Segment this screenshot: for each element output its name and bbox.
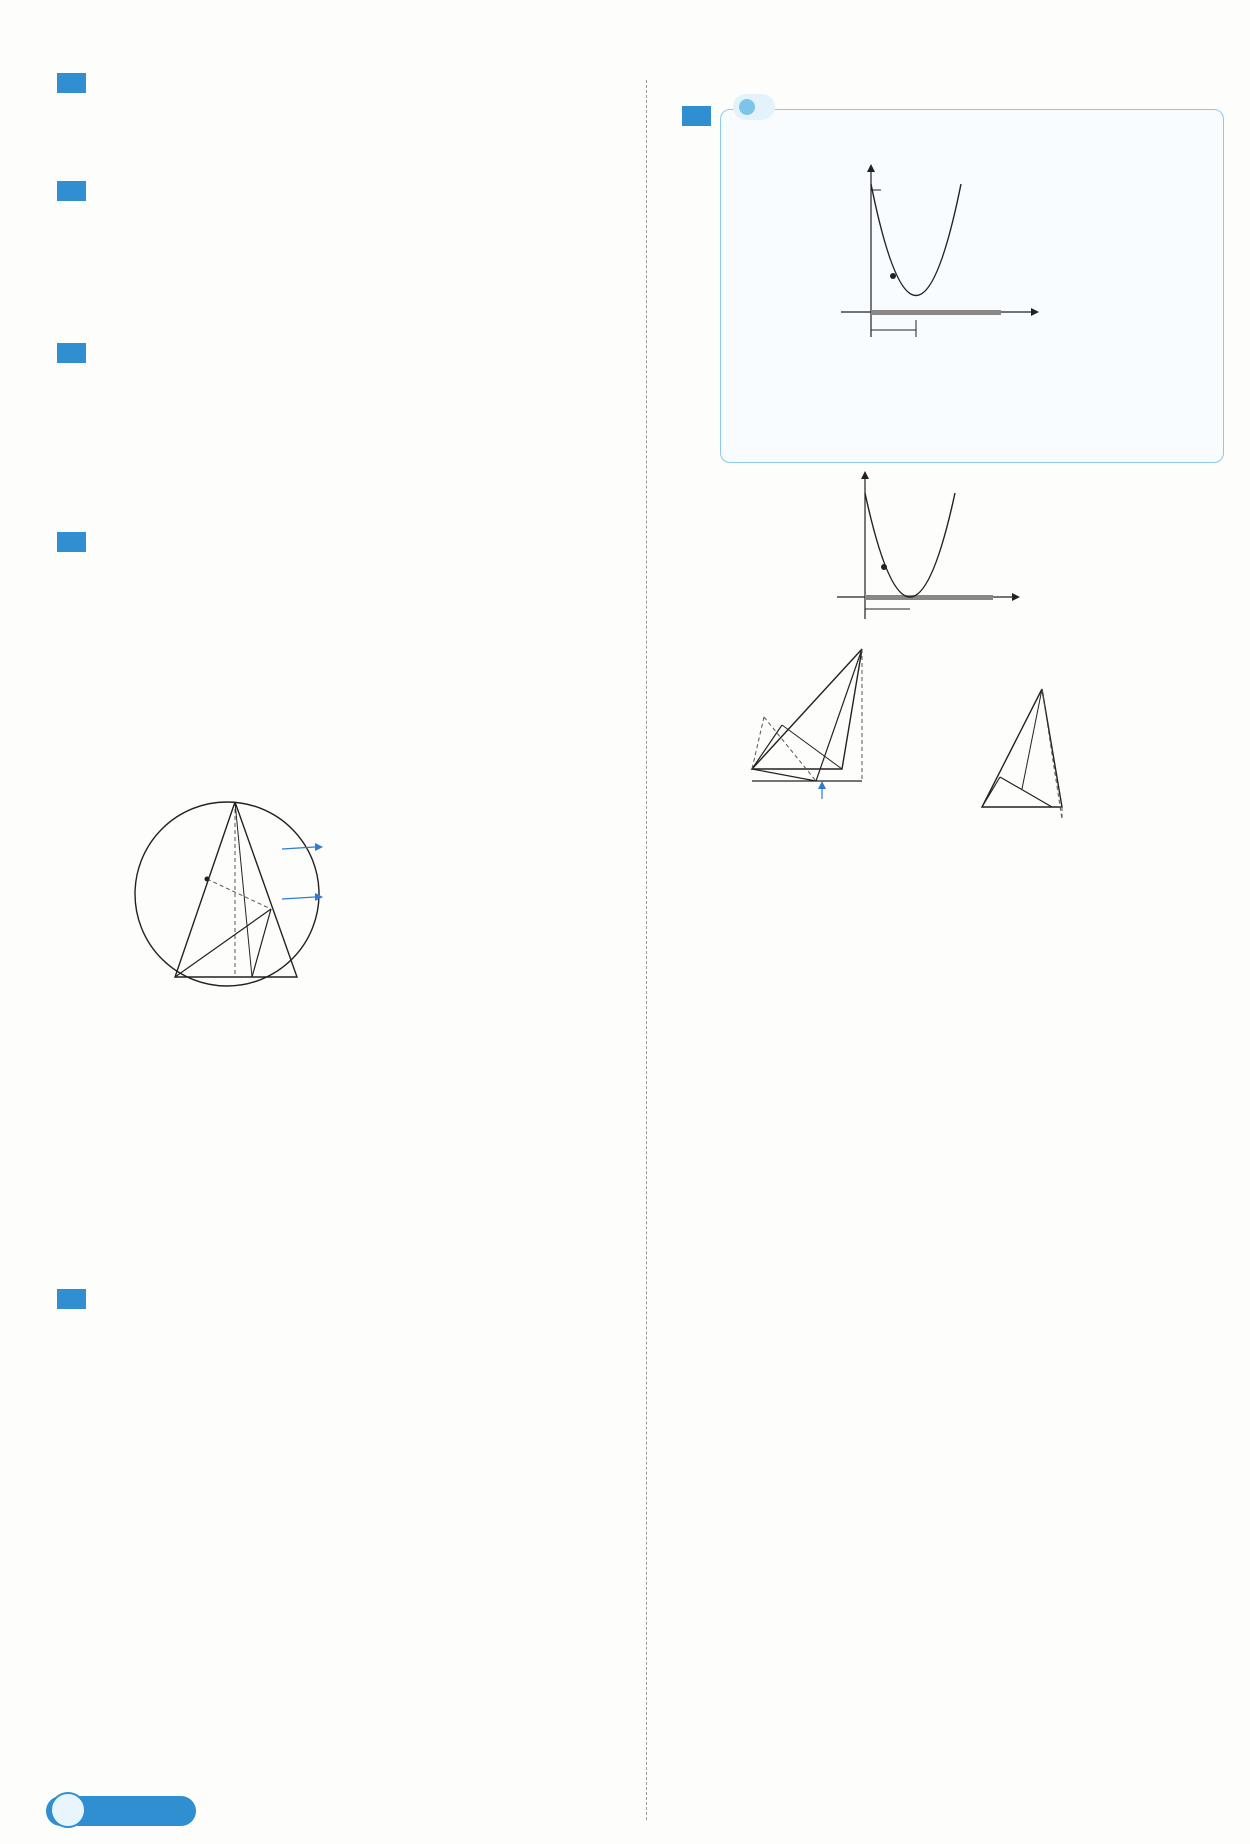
left-column [57, 70, 617, 1553]
circle-diagram [57, 799, 617, 989]
figure-20-circle [57, 799, 617, 989]
answer-line [57, 340, 617, 367]
answer-line [57, 1178, 617, 1205]
box-title [733, 94, 775, 120]
graph-22 [682, 469, 1222, 629]
answer-line [57, 367, 617, 394]
answer-line [57, 1232, 617, 1259]
page-number-badge [46, 1792, 236, 1830]
question-18 [57, 178, 617, 340]
answer-line [57, 1016, 617, 1043]
answer-line [57, 286, 617, 313]
answer-line [57, 1259, 617, 1286]
answer-line [57, 448, 617, 475]
question-20-part-2 [57, 989, 617, 1286]
question-19 [57, 340, 617, 529]
answer-line [57, 394, 617, 421]
figure-23 [682, 629, 1222, 879]
answer-line [57, 610, 617, 637]
right-column [682, 70, 1222, 879]
column-divider [646, 80, 647, 1820]
question-number-badge [57, 343, 86, 363]
question-number-badge [57, 181, 86, 201]
question-22-number [682, 106, 711, 126]
box-graph [721, 162, 1223, 342]
answer-line [57, 421, 617, 448]
question-21 [57, 1286, 617, 1313]
answer-line [57, 178, 617, 205]
question-21-part-2 [682, 70, 1222, 97]
answer-line [57, 637, 617, 664]
question-20-part-1 [57, 529, 617, 799]
answer-line [57, 1070, 617, 1097]
answer-line [57, 718, 617, 745]
answer-line [57, 97, 617, 124]
answer-line [57, 1205, 617, 1232]
answer-line [57, 70, 617, 97]
figure-21-grids [57, 1313, 617, 1553]
answer-line [57, 664, 617, 691]
answer-line [57, 1286, 617, 1313]
answer-line [57, 232, 617, 259]
question-number-badge [57, 532, 86, 552]
answer-line [57, 1043, 617, 1070]
answer-line [57, 151, 617, 178]
answer-line [57, 502, 617, 529]
answer-line [57, 124, 617, 151]
figure-23-svg [682, 629, 1222, 879]
answer-line [57, 745, 617, 772]
question-number-badge [57, 73, 86, 93]
answer-line [57, 205, 617, 232]
figure-22-graph [682, 469, 1222, 629]
answer-line [57, 1151, 617, 1178]
owl-icon [739, 99, 755, 115]
mascot-icon [50, 1792, 86, 1828]
answer-line [57, 1124, 617, 1151]
answer-line [57, 313, 617, 340]
answer-line [57, 556, 617, 583]
teacher-review-box [720, 109, 1224, 463]
answer-line [57, 1097, 617, 1124]
answer-line [57, 989, 617, 1016]
answer-line [57, 529, 617, 556]
answer-line [57, 475, 617, 502]
question-number-badge [57, 1289, 86, 1309]
question-17 [57, 70, 617, 178]
answer-line [57, 691, 617, 718]
grid-figures [57, 1313, 617, 1553]
answer-line [57, 259, 617, 286]
answer-line [57, 583, 617, 610]
answer-line [57, 772, 617, 799]
